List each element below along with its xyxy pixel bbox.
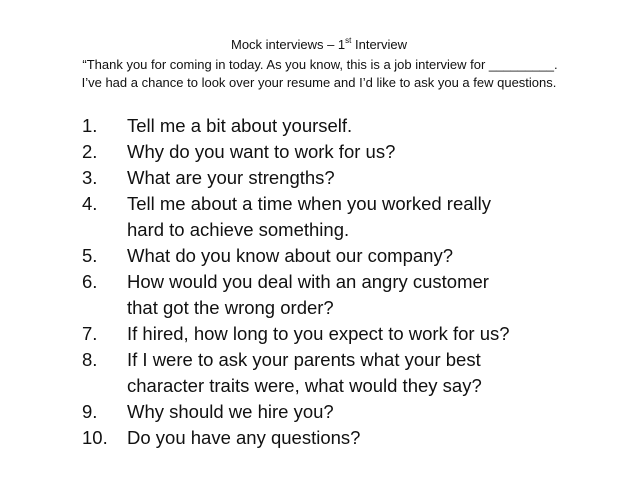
intro-line-1: “Thank you for coming in today. As you know, this is a job interview for _________. [82, 57, 558, 72]
question-list [82, 113, 622, 451]
question-text [127, 399, 622, 425]
question-line: Why do you want to work for us? [127, 141, 396, 162]
question-text [127, 191, 622, 243]
question-text [127, 113, 622, 139]
question-number: 5. [82, 245, 98, 266]
question-item [82, 425, 622, 451]
question-text [127, 269, 622, 321]
question-item [82, 191, 622, 243]
question-item [82, 347, 622, 399]
question-item [82, 243, 622, 269]
title-suffix: Interview [351, 37, 408, 52]
question-line: Do you have any questions? [127, 427, 361, 448]
question-line: If I were to ask your parents what your best [127, 349, 481, 370]
question-number: 1. [82, 115, 98, 136]
question-number: 7. [82, 323, 98, 344]
question-number: 10. [82, 427, 108, 448]
question-text [127, 347, 622, 399]
question-text [127, 139, 622, 165]
question-text [127, 243, 622, 269]
question-line: What are your strengths? [127, 167, 335, 188]
question-item [82, 269, 622, 321]
question-line: Tell me a bit about yourself. [127, 115, 353, 136]
question-line: If hired, how long to you expect to work for us? [127, 323, 510, 344]
question-line: hard to achieve something. [127, 219, 350, 240]
intro-line-2: I’ve had a chance to look over your resume and I’d like to ask you a few questions. [81, 75, 557, 90]
question-item [82, 139, 622, 165]
question-line: that got the wrong order? [127, 297, 334, 318]
question-line: Tell me about a time when you worked really [127, 193, 492, 214]
question-text [127, 321, 622, 347]
question-line: How would you deal with an angry customer [127, 271, 489, 292]
question-number: 2. [82, 141, 98, 162]
question-text [127, 165, 622, 191]
document-title [0, 37, 638, 53]
question-line: Why should we hire you? [127, 401, 334, 422]
title-text: Mock interviews – 1 [230, 37, 346, 52]
question-line: What do you know about our company? [127, 245, 453, 266]
title-superscript: st [345, 35, 352, 45]
question-text [127, 425, 622, 451]
question-item [82, 399, 622, 425]
question-number: 8. [82, 349, 98, 370]
question-number: 6. [82, 271, 98, 292]
question-number: 4. [82, 193, 98, 214]
question-item [82, 113, 622, 139]
question-number: 3. [82, 167, 98, 188]
question-item [82, 165, 622, 191]
question-line: character traits were, what would they say? [127, 375, 482, 396]
question-number: 9. [82, 401, 98, 422]
question-item [82, 321, 622, 347]
